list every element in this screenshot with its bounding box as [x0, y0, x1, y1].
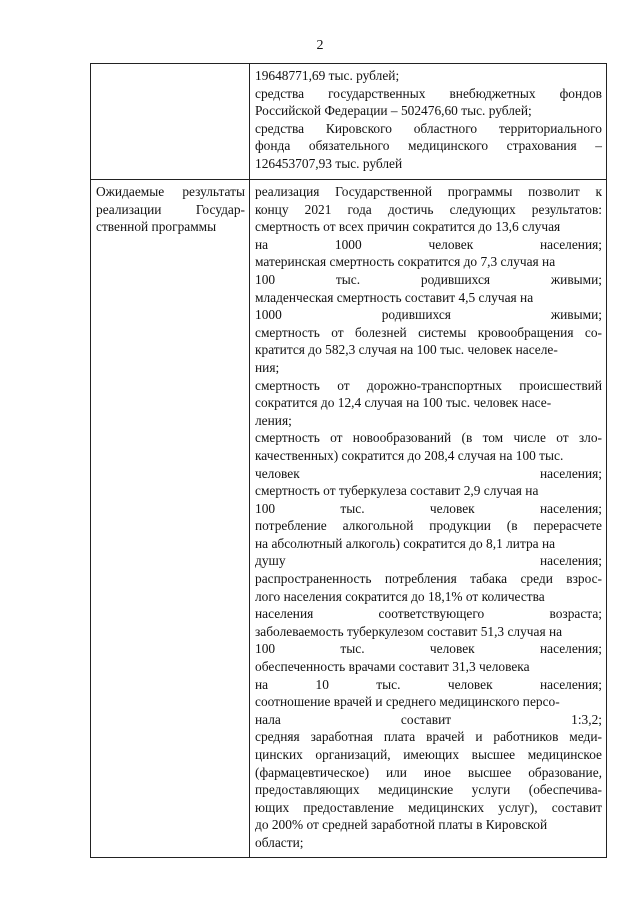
text-line: смертность от туберкулеза составит 2,9 случая на [255, 483, 539, 499]
text-line: 126453707,93 тыс. рублей [255, 155, 403, 171]
text-line: потребление алкогольной продукции (в перерасчете [255, 518, 602, 534]
text-line: соотношение врачей и среднего медицинского персо- [255, 694, 560, 710]
table-row-funding-continuation [91, 64, 607, 180]
text-line: средняя заработная плата врачей и работников меди- [255, 729, 602, 745]
text-line: 100 тыс. родившихся живыми; [255, 271, 602, 287]
text-line: ления; [255, 412, 292, 428]
page-number: 2 [316, 38, 324, 53]
text-line: предоставляющих медицинские услуги (обеспечива- [255, 782, 602, 798]
text-line: 100 тыс. человек населения; [255, 500, 602, 516]
label-line: Ожидаемые результаты [96, 184, 245, 199]
text-line: младенческая смертность составит 4,5 случая на [255, 289, 534, 305]
label-line: ственной программы [96, 219, 217, 235]
text-line: смертность от всех причин сократится до 13,6 случая [255, 219, 561, 235]
text-line: лого населения сократится до 18,1% от количества [255, 588, 545, 604]
text-line: ющих предоставление медицинских услуг), составит [255, 799, 602, 815]
text-line: фонда обязательного медицинского страхования – [255, 138, 602, 154]
expected-results-text-cell [250, 180, 607, 858]
text-line: качественных) сократится до 208,4 случая на 100 тыс. [255, 447, 564, 463]
text-line: до 200% от средней заработной платы в Кировской [255, 817, 548, 833]
text-line: 100 тыс. человек населения; [255, 641, 602, 657]
text-line: материнская смертность сократится до 7,3 случая на [255, 254, 556, 270]
text-line: на абсолютный алкоголь) сократится до 8,1 литра на [255, 535, 556, 551]
label-line: реализации Государ- [96, 201, 245, 217]
text-line: кратится до 582,3 случая на 100 тыс. человек населе- [255, 342, 558, 358]
text-line: цинских организаций, имеющих высшее медицинское [255, 747, 602, 762]
text-line: средства Кировского областного территориального [255, 120, 602, 136]
text-line: Российской Федерации – 502476,60 тыс. рублей; [255, 103, 532, 119]
text-line: смертность от дорожно-транспортных происшествий [255, 377, 602, 393]
text-line: 19648771,69 тыс. рублей; [255, 68, 400, 83]
program-passport-table [90, 63, 607, 858]
text-line: заболеваемость туберкулезом составит 51,3 случая на [255, 623, 563, 639]
table-row-expected-results [91, 180, 607, 858]
expected-results-label-cell [91, 180, 250, 858]
text-line: обеспеченность врачами составит 31,3 человека [255, 659, 530, 675]
text-line: 1000 родившихся живыми; [255, 307, 602, 323]
text-line: на 1000 человек населения; [255, 236, 602, 252]
text-line: сократится до 12,4 случая на 100 тыс. человек насе- [255, 395, 552, 411]
text-line: смертность от новообразований (в том числе от зло- [255, 430, 602, 446]
funding-text-cell [250, 64, 607, 180]
text-line: концу 2021 года достичь следующих результатов: [255, 201, 602, 217]
text-line: области; [255, 834, 304, 850]
text-line: средства государственных внебюджетных фондов [255, 85, 602, 101]
text-line: смертность от болезней системы кровообращения со- [255, 324, 602, 340]
text-line: на 10 тыс. человек населения; [255, 676, 602, 692]
row-label-cell [91, 64, 250, 180]
text-line: ния; [255, 359, 280, 375]
text-line: человек населения; [255, 465, 602, 481]
text-line: (фармацевтическое) или иное высшее образование, [255, 764, 602, 780]
text-line: распространенность потребления табака среди взрос- [255, 571, 602, 587]
text-line: населения соответствующего возраста; [255, 606, 602, 622]
text-line: реализация Государственной программы позволит к [255, 184, 602, 199]
text-line: душу населения; [255, 553, 602, 569]
text-line: нала составит 1:3,2; [255, 711, 602, 727]
